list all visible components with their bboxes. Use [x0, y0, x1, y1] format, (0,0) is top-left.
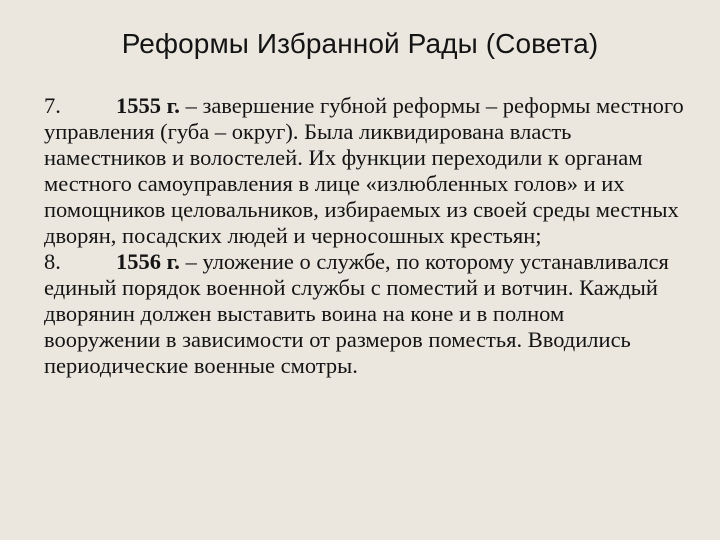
item-year: 1555 г.	[116, 93, 180, 118]
item-text: – завершение губной реформы – реформы местного управления (губа – округ). Была ликвидирована власть наместников и волостелей. Их функции переходили к органам местного самоуправления в лице «излюбленных голов» и их помощников целовальников, избираемых из своей среды местных дворян, посадских людей и черносошных крестьян;	[44, 93, 684, 248]
item-number: 8.	[44, 249, 61, 274]
item-number: 7.	[44, 93, 61, 118]
slide-title: Реформы Избранной Рады (Совета)	[121, 28, 599, 59]
item-year: 1556 г.	[116, 249, 180, 274]
slide-body	[44, 93, 684, 379]
list-item	[44, 93, 684, 249]
list-item	[44, 249, 684, 379]
item-text: – уложение о службе, по которому устанавливался единый порядок военной службы с поместий и вотчин. Каждый дворянин должен выставить воина на коне и в полном вооружении в зависимости от размеров поместья. Вводились периодические военные смотры.	[44, 249, 669, 378]
